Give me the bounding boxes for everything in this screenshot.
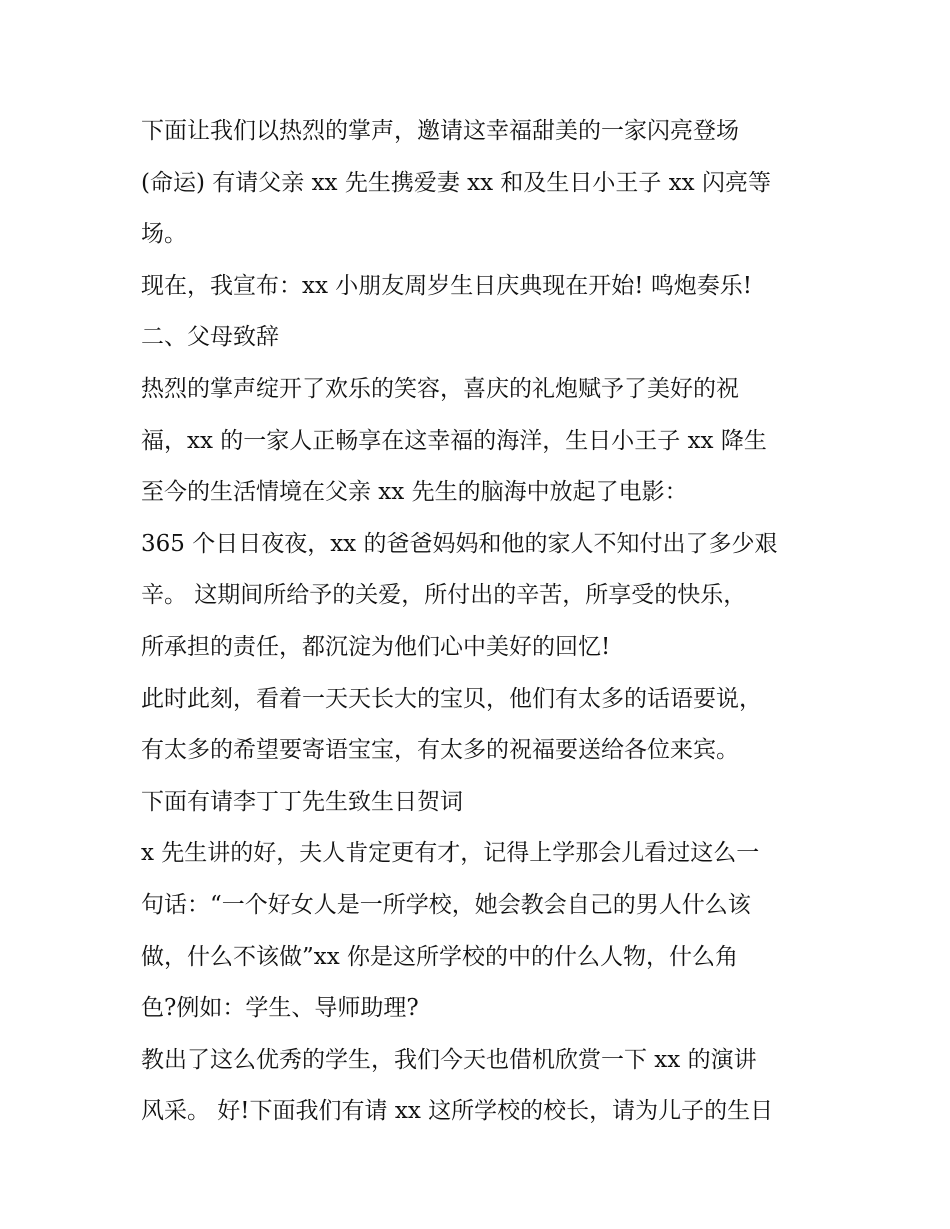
text-line: 色?例如：学生、导师助理? [141, 995, 419, 1022]
text-line: 有太多的希望要寄语宝宝，有太多的祝福要送给各位来宾。 [141, 737, 739, 764]
text-line: 此时此刻，看着一天天长大的宝贝，他们有太多的话语要说， [141, 685, 762, 712]
text-line: (命运) 有请父亲 xx 先生携爱妻 xx 和及生日小王子 xx 闪亮等 [141, 169, 771, 196]
text-line: 场。 [141, 221, 187, 248]
text-line: 热烈的掌声绽开了欢乐的笑容，喜庆的礼炮赋予了美好的祝 [141, 375, 739, 402]
text-line: x 先生讲的好，夫人肯定更有才，记得上学那会儿看过这么一 [141, 840, 760, 867]
text-line: 做，什么不该做”xx 你是这所学校的中的什么人物，什么角 [141, 943, 739, 970]
text-line: 365 个日日夜夜，xx 的爸爸妈妈和他的家人不知付出了多少艰 [141, 530, 778, 557]
document-body [141, 106, 821, 1138]
text-line: 风采。 好!下面我们有请 xx 这所学校的校长，请为儿子的生日 [141, 1098, 774, 1125]
text-line: 句话：“一个好女人是一所学校，她会教会自己的男人什么该 [141, 891, 751, 918]
section-heading: 二、父母致辞 [141, 324, 279, 351]
text-line: 所承担的责任，都沉淀为他们心中美好的回忆! [141, 633, 611, 660]
text-line: 下面有请李丁丁先生致生日贺词 [141, 788, 463, 815]
text-line: 至今的生活情境在父亲 xx 先生的脑海中放起了电影： [141, 479, 688, 506]
text-line: 下面让我们以热烈的掌声，邀请这幸福甜美的一家闪亮登场 [141, 118, 739, 144]
text-line: 福，xx 的一家人正畅享在这幸福的海洋，生日小王子 xx 降生 [141, 427, 767, 454]
text-line: 辛。 这期间所给予的关爱，所付出的辛苦，所享受的快乐， [141, 582, 747, 609]
text-line: 现在，我宣布：xx 小朋友周岁生日庆典现在开始! 鸣炮奏乐! [141, 272, 753, 299]
text-line: 教出了这么优秀的学生，我们今天也借机欣赏一下 xx 的演讲 [141, 1046, 757, 1073]
